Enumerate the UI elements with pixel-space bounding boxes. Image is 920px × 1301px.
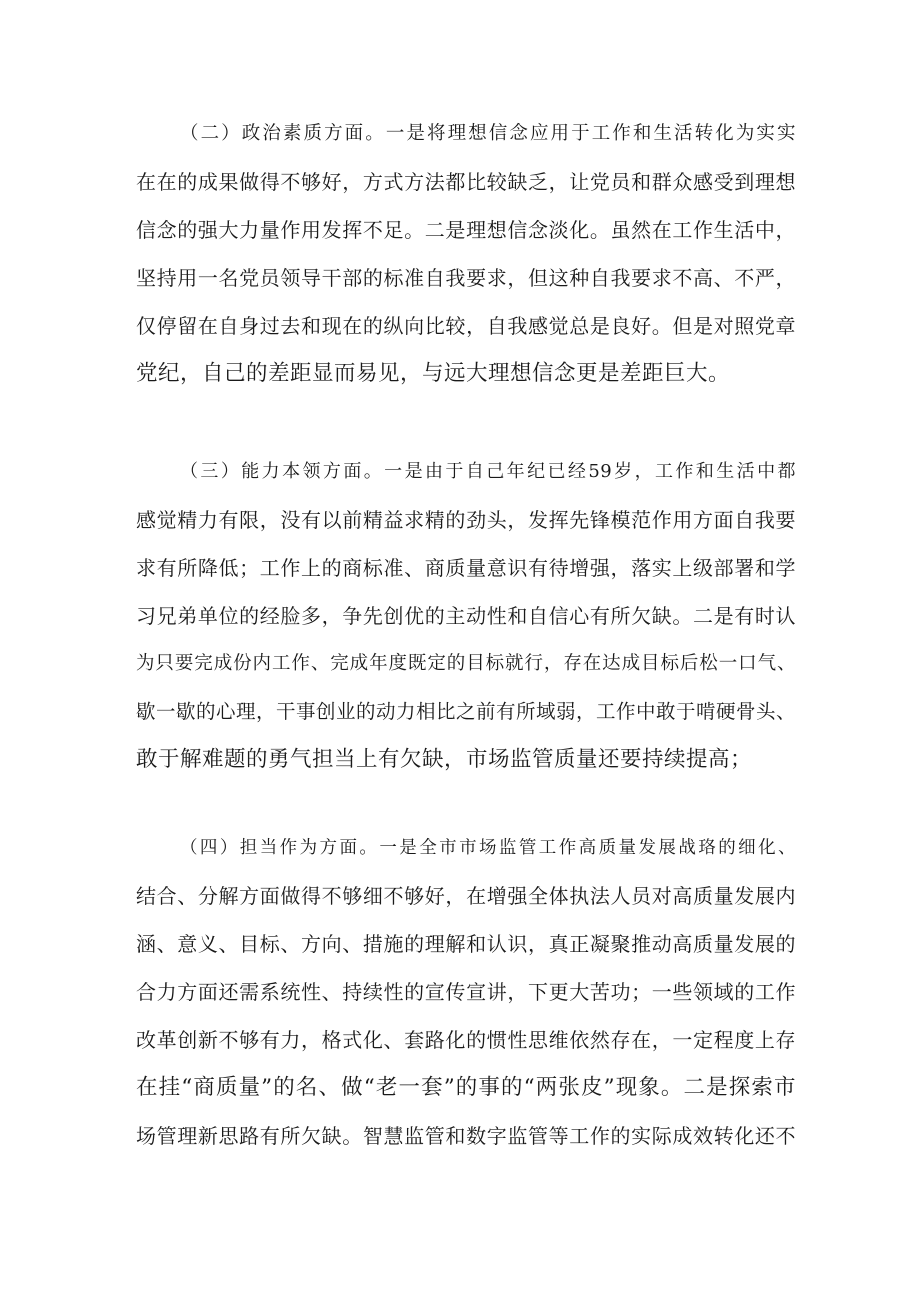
text-line: 场管理新思路有所欠缺。智慧监管和数字监管等工作的实际成效转化还不 [136, 1124, 796, 1148]
text-line: （四）担当作为方面。一是全市市场监管工作高质量发展战珞的细化、 [180, 838, 796, 858]
text-line: 求有所降低；工作上的商标准、商质量意识有待增强，落实上级部署和学 [136, 556, 796, 580]
text-line: 歇一歇的心理，干事创业的动力相比之前有所域弱，工作中敢于啃硬骨头、 [136, 700, 797, 723]
text-line: 合力方面还需系统性、持续性的宣传宣讲，下更大苦功；一些领域的工作 [136, 980, 796, 1004]
text-line: 涵、意义、目标、方向、措施的理解和认识，真正凝聚推动高质量发展的 [136, 932, 796, 956]
paragraph-political-quality [136, 110, 796, 398]
text-line: 信念的强大力量作用发挥不足。二是理想信念淡化。虽然在工作生活中， [136, 218, 796, 242]
text-line: 坚持用一名党员领导干部的标准自我要求，但这种自我要求不高、不严， [136, 266, 796, 290]
text-line: 党纪，自己的差距显而易见，与远大理想信念更是差距巨大。 [136, 361, 731, 386]
paragraph-ability [136, 448, 796, 784]
text-line: 感觉精力有限，没有以前精益求精的劲头，发挥先锋模范作用方面自我要 [136, 508, 796, 532]
text-line: 为只要完成份内工作、完成年度既定的目标就行，存在达成目标后松一口气、 [136, 653, 796, 674]
text-line: 敢于解难题的勇气担当上有欠缺，市场监管质量还要持续提高； [136, 747, 753, 772]
text-line: 仅停留在自身过去和现在的纵向比较，自我感觉总是良好。但是对照党章 [136, 314, 796, 338]
text-line: 结合、分解方面做得不够细不够好，在增强全体执法人员对高质量发展内 [136, 884, 796, 908]
text-line: （二）政治素质方面。一是将理想信念应用于工作和生活转化为实实 [180, 123, 796, 144]
text-line: 习兄弟单位的经脸多，争先创优的主动性和自信心有所欠缺。二是有时认 [136, 604, 796, 628]
text-line: 在挂“商质量”的名、做“老一套”的事的“两张皮”现象。二是探索市 [136, 1075, 796, 1100]
text-line: （三）能力本领方面。一是由于自己年纪已经59岁，工作和生活中都 [180, 461, 796, 482]
paragraph-responsibility [136, 824, 796, 1160]
text-line: 在在的成果做得不够好，方式方法都比较缺乏，让党员和群众感受到理想 [136, 170, 796, 194]
text-line: 改革创新不够有力，格式化、套路化的惯性思维依然存在，一定程度上存 [136, 1028, 796, 1052]
